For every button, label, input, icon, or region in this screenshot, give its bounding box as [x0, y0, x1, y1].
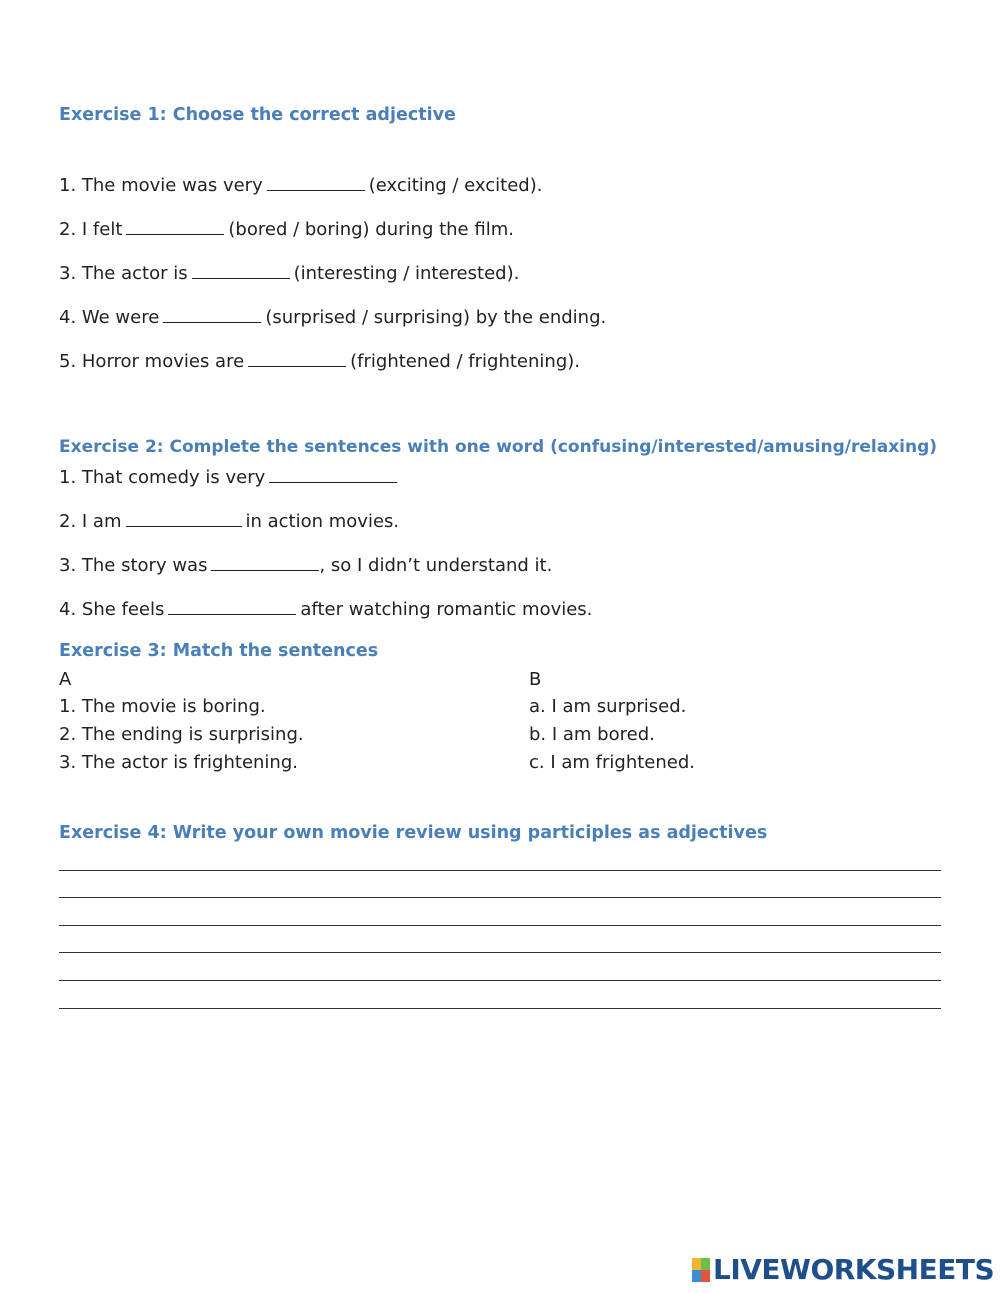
writing-line[interactable]: [59, 980, 941, 981]
answer-blank[interactable]: [126, 217, 224, 235]
writing-line[interactable]: [59, 925, 941, 926]
answer-blank[interactable]: [269, 465, 397, 483]
match-left-2[interactable]: 2. The ending is surprising.: [59, 724, 304, 745]
logo-text: LIVEWORKSHEETS: [713, 1253, 995, 1286]
exercise2-item-2: 2. I am in action movies.: [59, 511, 400, 532]
answer-blank[interactable]: [267, 173, 365, 191]
match-right-b[interactable]: b. I am bored.: [529, 724, 655, 745]
match-left-3[interactable]: 3. The actor is frightening.: [59, 752, 298, 773]
exercise2-item-4: 4. She feels after watching romantic movies.: [59, 599, 593, 620]
match-left-1[interactable]: 1. The movie is boring.: [59, 696, 266, 717]
exercise1-title: Exercise 1: Choose the correct adjective: [59, 105, 456, 125]
exercise2-title: Exercise 2: Complete the sentences with one word (confusing/interested/amusing/relaxing): [59, 437, 938, 457]
exercise2-item-3: 3. The story was , so I didn’t understand it.: [59, 555, 553, 576]
exercise4-title: Exercise 4: Write your own movie review using participles as adjectives: [59, 823, 768, 843]
exercise1-item-2: 2. I felt (bored / boring) during the film.: [59, 219, 514, 240]
answer-blank[interactable]: [168, 597, 296, 615]
column-a-header: A: [59, 669, 72, 690]
liveworksheets-logo-icon: [692, 1258, 710, 1282]
answer-blank[interactable]: [163, 305, 261, 323]
writing-line[interactable]: [59, 897, 941, 898]
answer-blank[interactable]: [248, 349, 346, 367]
match-right-a[interactable]: a. I am surprised.: [529, 696, 687, 717]
exercise3-title: Exercise 3: Match the sentences: [59, 641, 379, 661]
column-b-header: B: [529, 669, 542, 690]
liveworksheets-logo: [692, 1255, 994, 1285]
exercise1-item-1: 1. The movie was very (exciting / excited).: [59, 175, 543, 196]
answer-blank[interactable]: [192, 261, 290, 279]
exercise2-item-1: 1. That comedy is very: [59, 465, 401, 489]
exercise1-item-3: 3. The actor is (interesting / interested).: [59, 263, 520, 284]
writing-line[interactable]: [59, 1008, 941, 1009]
answer-blank[interactable]: [211, 553, 319, 571]
writing-line[interactable]: [59, 952, 941, 953]
answer-blank[interactable]: [126, 509, 242, 527]
writing-line[interactable]: [59, 870, 941, 871]
exercise1-item-4: 4. We were (surprised / surprising) by the ending.: [59, 307, 607, 328]
exercise1-item-5: 5. Horror movies are (frightened / frightening).: [59, 351, 580, 372]
match-right-c[interactable]: c. I am frightened.: [529, 752, 695, 773]
